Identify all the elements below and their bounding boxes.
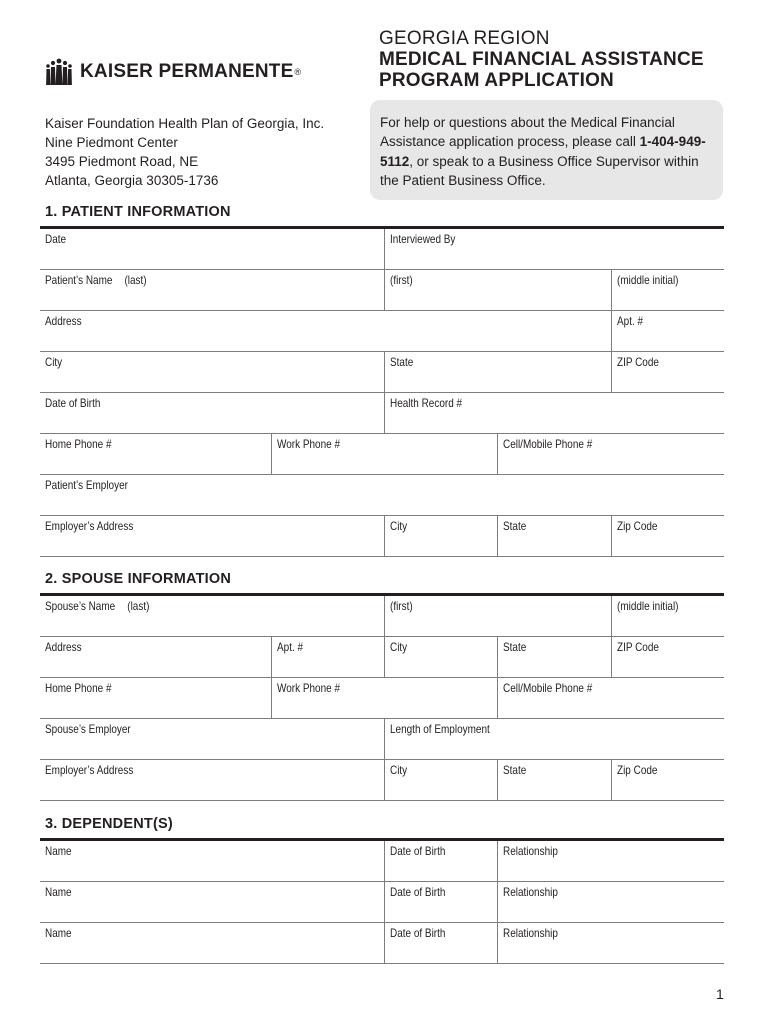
dependent-dob-field[interactable]: Date of Birth (384, 882, 497, 922)
form-row (40, 311, 724, 352)
form-row (40, 516, 724, 557)
patient-zip-field[interactable]: ZIP Code (611, 352, 724, 392)
address-line2: 3495 Piedmont Road, NE (45, 154, 199, 169)
spouse-employer-zip-field[interactable]: Zip Code (611, 760, 724, 800)
patient-home-phone-field[interactable]: Home Phone # (45, 438, 112, 451)
dependent-row (40, 923, 724, 964)
form-row (40, 678, 724, 719)
patient-middle-initial-field[interactable]: (middle initial) (611, 270, 724, 310)
patient-employer-state-field[interactable]: State (497, 516, 611, 556)
patient-last-name-field[interactable]: Patient’s Name (last) (45, 274, 147, 287)
page-number: 1 (716, 986, 724, 1002)
patient-employer-field[interactable]: Patient’s Employer (45, 479, 128, 492)
org-name: Kaiser Foundation Health Plan of Georgia, Inc. (45, 116, 325, 131)
address-line1: Nine Piedmont Center (45, 135, 178, 150)
spouse-last-name-field[interactable]: Spouse’s Name (last) (45, 600, 150, 613)
title-application: PROGRAM APPLICATION (379, 70, 614, 91)
patient-address-field[interactable]: Address (45, 315, 82, 328)
dependent-dob-field[interactable]: Date of Birth (384, 923, 497, 963)
dependent-relationship-field[interactable]: Relationship (497, 841, 724, 881)
dependent-name-field[interactable]: Name (45, 927, 72, 940)
form-row (40, 229, 724, 270)
title-region: GEORGIA REGION (379, 28, 550, 49)
form-row (40, 637, 724, 678)
dependent-name-field[interactable]: Name (45, 845, 72, 858)
logo-wordmark: KAISER PERMANENTE (80, 61, 294, 82)
spouse-information-grid (40, 596, 724, 801)
form-row (40, 393, 724, 434)
form-row (40, 270, 724, 311)
patient-dob-field[interactable]: Date of Birth (45, 397, 101, 410)
form-row (40, 434, 724, 475)
patient-employer-city-field[interactable]: City (384, 516, 497, 556)
health-record-field[interactable]: Health Record # (384, 393, 724, 433)
spouse-zip-field[interactable]: ZIP Code (611, 637, 724, 677)
section-patient-title: 1. PATIENT INFORMATION (45, 204, 231, 220)
dependent-relationship-field[interactable]: Relationship (497, 882, 724, 922)
spouse-apt-field[interactable]: Apt. # (271, 637, 384, 677)
dependents-grid (40, 841, 724, 964)
spouse-employer-field[interactable]: Spouse’s Employer (45, 723, 131, 736)
spouse-cell-phone-field[interactable]: Cell/Mobile Phone # (497, 678, 724, 718)
length-of-employment-field[interactable]: Length of Employment (384, 719, 724, 759)
help-phone[interactable]: 1-404-949-5112 (380, 134, 706, 169)
help-text: For help or questions about the Medical Financial Assistance application process, please call (380, 115, 675, 150)
spouse-address-field[interactable]: Address (45, 641, 82, 654)
spouse-employer-city-field[interactable]: City (384, 760, 497, 800)
mailing-address (45, 114, 324, 190)
spouse-employer-state-field[interactable]: State (497, 760, 611, 800)
form-title (379, 28, 704, 91)
dependent-row (40, 882, 724, 923)
form-row (40, 760, 724, 801)
registered-mark: ® (294, 67, 302, 77)
patient-work-phone-field[interactable]: Work Phone # (271, 434, 497, 474)
patient-apt-field[interactable]: Apt. # (611, 311, 724, 351)
spouse-employer-address-field[interactable]: Employer’s Address (45, 764, 134, 777)
patient-state-field[interactable]: State (384, 352, 611, 392)
dependent-dob-field[interactable]: Date of Birth (384, 841, 497, 881)
date-field[interactable]: Date (45, 233, 67, 246)
spouse-home-phone-field[interactable]: Home Phone # (45, 682, 112, 695)
dependent-name-field[interactable]: Name (45, 886, 72, 899)
interviewed-by-field[interactable]: Interviewed By (384, 229, 724, 269)
patient-first-name-field[interactable]: (first) (384, 270, 611, 310)
patient-employer-address-field[interactable]: Employer’s Address (45, 520, 134, 533)
kp-people-icon (44, 58, 74, 86)
form-row (40, 352, 724, 393)
help-box (370, 100, 723, 200)
spouse-work-phone-field[interactable]: Work Phone # (271, 678, 497, 718)
spouse-first-name-field[interactable]: (first) (384, 596, 611, 636)
dependent-relationship-field[interactable]: Relationship (497, 923, 724, 963)
form-row (40, 719, 724, 760)
kaiser-permanente-logo (44, 58, 301, 86)
section-spouse-title: 2. SPOUSE INFORMATION (45, 571, 232, 587)
dependent-row (40, 841, 724, 882)
address-line3: Atlanta, Georgia 30305-1736 (45, 173, 219, 188)
spouse-middle-initial-field[interactable]: (middle initial) (611, 596, 724, 636)
patient-information-grid (40, 229, 724, 557)
title-program: MEDICAL FINANCIAL ASSISTANCE (379, 49, 704, 70)
form-row (40, 475, 724, 516)
spouse-city-field[interactable]: City (384, 637, 497, 677)
patient-employer-zip-field[interactable]: Zip Code (611, 516, 724, 556)
form-row (40, 596, 724, 637)
patient-cell-phone-field[interactable]: Cell/Mobile Phone # (497, 434, 724, 474)
spouse-state-field[interactable]: State (497, 637, 611, 677)
help-text-rest: , or speak to a Business Office Supervisor within the Patient Business Office. (380, 153, 699, 189)
section-dependents-title: 3. DEPENDENT(S) (45, 816, 173, 832)
patient-city-field[interactable]: City (45, 356, 63, 369)
